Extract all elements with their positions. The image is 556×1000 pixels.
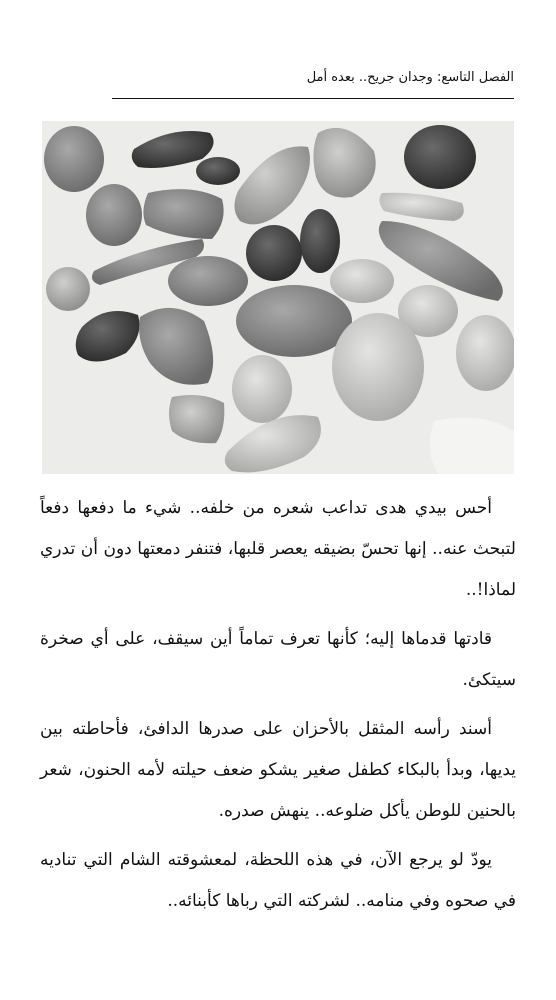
paragraph-3: أسند رأسه المثقل بالأحزان على صدرها الدافئ، فأحاطته بين يديها، وبدأ بالبكاء كطفل صغير يشكو ضعف حيلته لأمه الحنون، شعر بالحنين للوطن يأكل ضلوعه.. ينهش صدره. (40, 719, 516, 821)
stones-photo (42, 121, 514, 474)
paragraph-1: أحس بيدي هدى تداعب شعره من خلفه.. شيء ما دفعها دفعاً لتبحث عنه.. إنها تحسّ بضيقه يعصر قلبها، فتنفر دمعتها دون أن تدري لماذا!.. (40, 498, 516, 600)
paragraph-4: يودّ لو يرجع الآن، في هذه اللحظة، لمعشوقته الشام التي تناديه في صحوه وفي منامه.. لشركته التي رباها كأبنائه.. (40, 850, 516, 911)
body-text (40, 488, 516, 930)
chapter-title: الفصل التاسع: وجدان جريح.. بعده أمل (306, 70, 514, 85)
running-header (112, 64, 514, 99)
paragraph-2: قادتها قدماها إليه؛ كأنها تعرف تماماً أين سيقف، على أي صخرة سيتكئ. (40, 629, 516, 690)
